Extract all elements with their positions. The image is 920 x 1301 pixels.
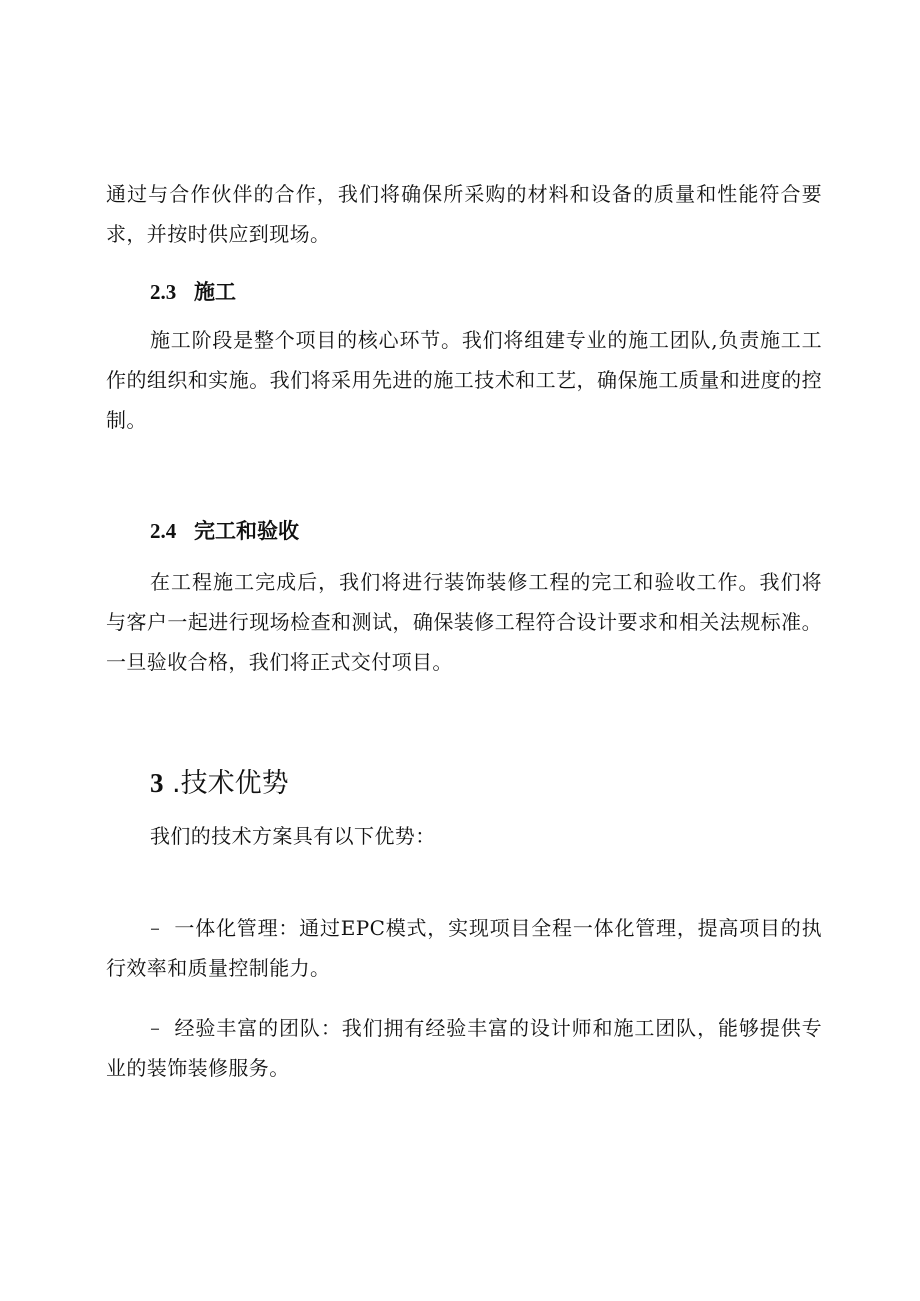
section-number: 3 bbox=[150, 768, 164, 798]
bullet-item bbox=[106, 908, 822, 988]
dash-marker: – bbox=[150, 916, 161, 940]
bullet-item bbox=[106, 1008, 822, 1088]
section-2-3-heading bbox=[150, 277, 236, 307]
section-2-4-body: 在工程施工完成后，我们将进行装饰装修工程的完工和验收工作。我们将与客户一起进行现场检查和测试，确保装修工程符合设计要求和相关法规标准。一旦验收合格，我们将正式交付项目。 bbox=[106, 570, 822, 674]
intro-paragraph: 通过与合作伙伴的合作，我们将确保所采购的材料和设备的质量和性能符合要求，并按时供应到现场。 bbox=[106, 182, 822, 246]
section-3-heading bbox=[150, 766, 289, 801]
section-title: 完工和验收 bbox=[194, 519, 299, 543]
section-2-3-body: 施工阶段是整个项目的核心环节。我们将组建专业的施工团队,负责施工工作的组织和实施。我们将采用先进的施工技术和工艺，确保施工质量和进度的控制。 bbox=[106, 328, 822, 432]
section-title: .技术优势 bbox=[172, 768, 289, 799]
bullet-text: 一体化管理：通过EPC模式，实现项目全程一体化管理，提高项目的执行效率和质量控制能力。 bbox=[106, 916, 822, 980]
bullet-text: 经验丰富的团队：我们拥有经验丰富的设计师和施工团队，能够提供专业的装饰装修服务。 bbox=[106, 1016, 822, 1080]
section-2-4-heading bbox=[150, 516, 299, 546]
dash-marker: – bbox=[150, 1016, 161, 1040]
section-3-intro: 我们的技术方案具有以下优势： bbox=[150, 824, 436, 848]
section-title: 施工 bbox=[194, 280, 236, 304]
section-number: 2.4 bbox=[150, 519, 177, 543]
section-number: 2.3 bbox=[150, 280, 177, 304]
